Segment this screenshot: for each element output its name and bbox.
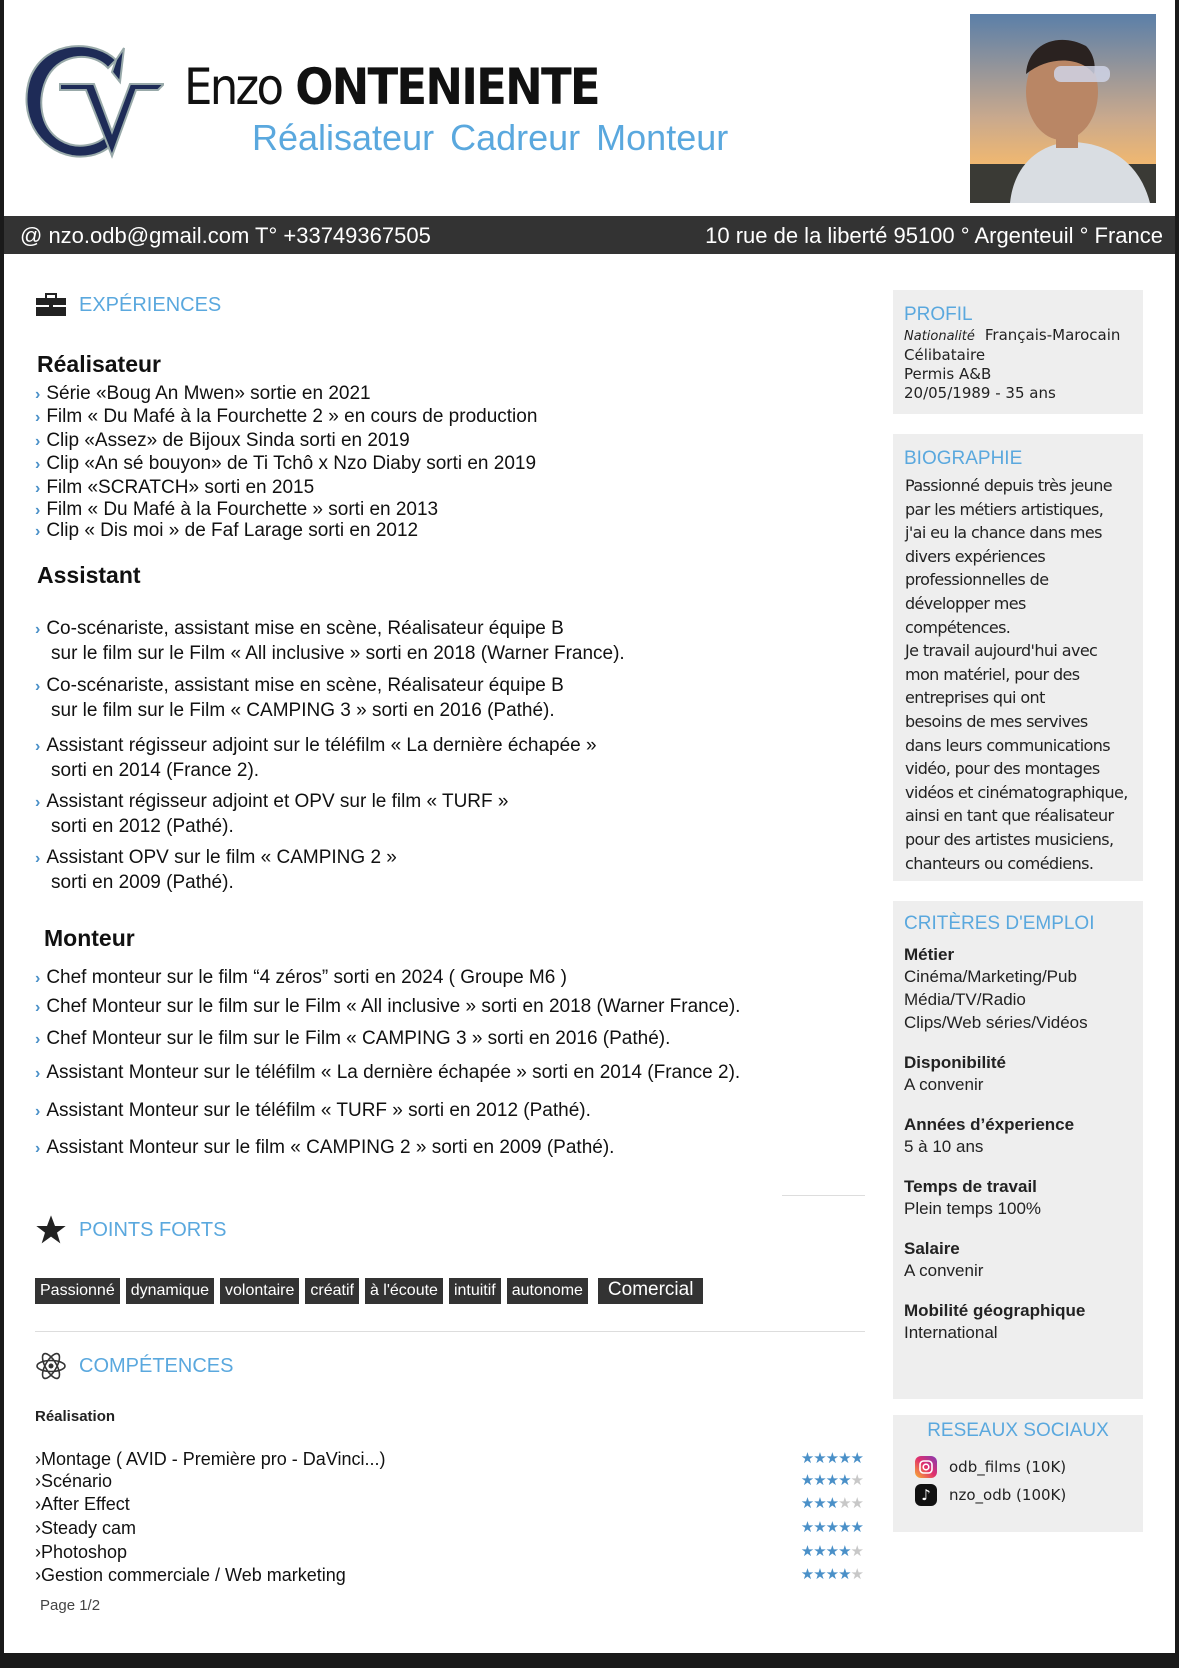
skill-label: Montage ( AVID - Première pro - DaVinci...) — [41, 1449, 386, 1469]
rating-star-icon: ★ — [850, 1543, 863, 1560]
item-text: Assistant Monteur sur le téléfilm « TURF » sorti en 2012 (Pathé). — [46, 1100, 591, 1121]
rating-star-icon: ★ — [838, 1472, 851, 1489]
first-name: Enzo — [184, 58, 282, 116]
bio-line: Passionné depuis très jeune — [905, 476, 1112, 495]
skill-row — [35, 1493, 863, 1515]
skill-label: Gestion commerciale / Web marketing — [41, 1565, 346, 1585]
biographie-title: BIOGRAPHIE — [904, 448, 1023, 469]
skill-label: Scénario — [41, 1471, 113, 1491]
star-icon — [35, 1214, 67, 1246]
list-item — [35, 617, 625, 666]
item-text: Clip «Assez» de Bijoux Sinda sorti en 2019 — [46, 430, 410, 451]
item-text: Chef monteur sur le film “4 zéros” sorti en 2024 ( Groupe M6 ) — [46, 967, 567, 988]
skill-rating — [801, 1517, 863, 1539]
bio-line: vidéo, pour des montages — [905, 759, 1100, 779]
nationality-value: Français-Marocain — [984, 326, 1121, 344]
page-number: Page 1/2 — [40, 1597, 101, 1614]
biographie-text — [893, 470, 1143, 875]
last-name: ONTENIENTE — [295, 58, 599, 116]
list-item — [35, 429, 410, 454]
criteria-value: International — [904, 1323, 998, 1342]
criteria-label: Disponibilité — [904, 1053, 1006, 1072]
chevron-right-icon: › — [35, 970, 41, 987]
criteria-value: A convenir — [904, 1075, 984, 1094]
item-line-2: sorti en 2014 (France 2). — [51, 760, 260, 781]
item-text: Clip « Dis moi » de Faf Larage sorti en 2012 — [46, 520, 419, 541]
bio-line: Je travail aujourd'hui avec — [905, 641, 1098, 661]
bio-line: divers expériences — [905, 546, 1046, 566]
rating-star-icon: ★ — [850, 1450, 863, 1467]
item-line-2: sorti en 2012 (Pathé). — [51, 816, 234, 837]
profile-photo — [970, 14, 1156, 203]
bio-line: chanteurs ou comédiens. — [905, 853, 1094, 873]
list-item — [35, 734, 597, 783]
rating-star-icon: ★ — [813, 1495, 826, 1512]
list-item — [35, 1061, 740, 1086]
criteria-block — [893, 1053, 1143, 1096]
address: 10 rue de la liberté 95100 ° Argenteuil ° France — [705, 223, 1163, 248]
item-text: Clip «An sé bouyon» de Ti Tchô x Nzo Diaby sorti en 2019 — [46, 453, 537, 474]
item-line-1: Co-scénariste, assistant mise en scène, Réalisateur équipe B — [46, 618, 564, 639]
experiences-heading — [35, 289, 221, 321]
nationality-label: Nationalité — [904, 329, 975, 344]
rating-star-icon: ★ — [838, 1566, 851, 1583]
list-item — [35, 790, 508, 839]
bio-line: vidéos et cinématographique, — [905, 782, 1128, 802]
rating-star-icon: ★ — [825, 1472, 839, 1489]
bio-line: pour des artistes musiciens, — [905, 829, 1114, 849]
skill-row — [35, 1564, 863, 1586]
chevron-right-icon: › — [35, 1494, 41, 1514]
competences-heading — [35, 1350, 233, 1382]
criteria-block — [893, 1239, 1143, 1282]
competences-title: COMPÉTENCES — [79, 1354, 234, 1377]
strength-tag: dynamique — [126, 1278, 214, 1304]
chevron-right-icon: › — [35, 409, 41, 426]
divider — [35, 1331, 865, 1332]
list-item — [35, 382, 371, 407]
criteria-value: A convenir — [904, 1261, 984, 1280]
rating-star-icon: ★ — [800, 1450, 814, 1467]
rating-star-icon: ★ — [838, 1495, 851, 1512]
rating-star-icon: ★ — [800, 1543, 814, 1560]
chevron-right-icon: › — [35, 433, 41, 450]
rating-star-icon: ★ — [825, 1543, 839, 1560]
strength-tag: intuitif — [449, 1278, 501, 1304]
monteur-title: Monteur — [44, 925, 135, 951]
item-text: Film « Du Mafé à la Fourchette 2 » en cours de production — [46, 406, 538, 427]
criteria-block — [893, 1177, 1143, 1220]
chevron-right-icon: › — [35, 1065, 41, 1082]
strength-tag: à l'écoute — [365, 1278, 443, 1304]
chevron-right-icon: › — [35, 1140, 41, 1157]
rating-star-icon: ★ — [813, 1519, 826, 1536]
rating-star-icon: ★ — [850, 1519, 863, 1536]
chevron-right-icon: › — [35, 738, 41, 755]
criteria-label: Années d’éxperience — [904, 1115, 1075, 1134]
bio-line: par les métiers artistiques, — [905, 499, 1104, 519]
item-text: Film «SCRATCH» sorti en 2015 — [46, 477, 315, 498]
email-phone: @ nzo.odb@gmail.com T° +33749367505 — [20, 223, 431, 248]
chevron-right-icon: › — [35, 1449, 41, 1469]
rating-star-icon: ★ — [825, 1519, 839, 1536]
skill-label: After Effect — [41, 1494, 130, 1514]
biographie-box — [893, 434, 1143, 881]
item-line-1: Co-scénariste, assistant mise en scène, Réalisateur équipe B — [46, 675, 564, 696]
bio-line: professionnelles de — [905, 570, 1049, 590]
strength-tag: volontaire — [220, 1278, 299, 1304]
chevron-right-icon: › — [35, 621, 41, 638]
strength-tag: Comercial — [598, 1278, 704, 1304]
realisateur-title: Réalisateur — [37, 351, 162, 377]
chevron-right-icon: › — [35, 480, 41, 497]
reseaux-title: RESEAUX SOCIAUX — [927, 1420, 1109, 1441]
criteria-label: Mobilité géographique — [904, 1301, 1086, 1320]
marital-status: Célibataire — [904, 346, 986, 364]
criteria-label: Temps de travail — [904, 1177, 1037, 1196]
strength-tags — [35, 1278, 703, 1304]
list-item — [35, 674, 564, 723]
chevron-right-icon: › — [35, 1103, 41, 1120]
chevron-right-icon: › — [35, 502, 41, 519]
list-item — [35, 519, 418, 544]
criteria-value: Clips/Web séries/Vidéos — [904, 1013, 1088, 1032]
instagram-icon — [915, 1456, 937, 1478]
reseaux-box — [893, 1415, 1143, 1532]
strength-tag: créatif — [305, 1278, 359, 1304]
skill-row — [35, 1470, 863, 1492]
strength-tag: autonome — [507, 1278, 588, 1304]
strength-tag: Passionné — [35, 1278, 120, 1304]
criteria-block — [893, 1301, 1143, 1344]
item-text: Série «Boug An Mwen» sortie en 2021 — [46, 383, 371, 404]
chevron-right-icon: › — [35, 386, 41, 403]
list-item — [35, 405, 537, 430]
criteria-value: Cinéma/Marketing/Pub — [904, 967, 1077, 986]
assistant-title: Assistant — [37, 562, 141, 588]
item-line-2: sorti en 2009 (Pathé). — [51, 872, 234, 893]
skill-rating — [801, 1470, 863, 1492]
chevron-right-icon: › — [35, 850, 41, 867]
rating-star-icon: ★ — [813, 1566, 826, 1583]
criteres-title: CRITÈRES D'EMPLOI — [904, 913, 1095, 934]
chevron-right-icon: › — [35, 1565, 41, 1585]
rating-star-icon: ★ — [850, 1566, 863, 1583]
bio-line: mon matériel, pour des — [905, 664, 1080, 684]
tiktok-icon: ♪ — [915, 1484, 937, 1506]
chevron-right-icon: › — [35, 1518, 41, 1538]
rating-star-icon: ★ — [813, 1450, 826, 1467]
list-item — [35, 846, 397, 895]
cv-logo — [16, 38, 164, 178]
instagram-account[interactable] — [893, 1456, 1143, 1478]
skill-row — [35, 1541, 863, 1563]
criteria-value: Média/TV/Radio — [904, 990, 1026, 1009]
bio-line: dans leurs communications — [905, 735, 1111, 755]
rating-star-icon: ★ — [825, 1495, 839, 1512]
skill-category: Réalisation — [35, 1408, 116, 1425]
job-title: Réalisateur Cadreur Monteur — [252, 117, 729, 158]
cv-page — [4, 0, 1175, 1653]
chevron-right-icon: › — [35, 456, 41, 473]
item-text: Assistant Monteur sur le téléfilm « La dernière échapée » sorti en 2014 (France 2). — [46, 1062, 741, 1083]
item-text: Film « Du Mafé à la Fourchette » sorti en 2013 — [46, 499, 439, 520]
skill-label: Photoshop — [41, 1542, 128, 1562]
item-text: Chef Monteur sur le film sur le Film « CAMPING 3 » sorti en 2016 (Pathé). — [46, 1028, 671, 1049]
profil-title: PROFIL — [904, 304, 973, 325]
item-line-1: Assistant régisseur adjoint sur le téléfilm « La dernière échapée » — [46, 735, 597, 756]
bio-line: besoins de mes servives — [905, 711, 1088, 731]
criteres-box — [893, 901, 1143, 1399]
driving-licence: Permis A&B — [904, 365, 992, 383]
criteria-block — [893, 945, 1143, 1034]
skill-row — [35, 1448, 863, 1470]
chevron-right-icon: › — [35, 1471, 41, 1491]
skill-rating — [801, 1541, 863, 1563]
rating-star-icon: ★ — [825, 1450, 839, 1467]
rating-star-icon: ★ — [850, 1472, 863, 1489]
criteres-list — [893, 945, 1143, 1344]
rating-star-icon: ★ — [813, 1472, 826, 1489]
criteria-value: 5 à 10 ans — [904, 1137, 984, 1156]
instagram-handle: odb_films (10K) — [949, 1458, 1067, 1476]
bio-line: ainsi en tant que réalisateur — [905, 806, 1114, 826]
list-item — [35, 995, 740, 1020]
item-line-2: sur le film sur le Film « CAMPING 3 » sorti en 2016 (Pathé). — [51, 700, 555, 721]
list-item — [35, 452, 536, 477]
rating-star-icon: ★ — [838, 1450, 851, 1467]
chevron-right-icon: › — [35, 1542, 41, 1562]
rating-star-icon: ★ — [813, 1543, 826, 1560]
rating-star-icon: ★ — [800, 1495, 814, 1512]
list-item — [35, 1027, 670, 1052]
skill-row — [35, 1517, 863, 1539]
tiktok-handle: nzo_odb (100K) — [949, 1486, 1067, 1504]
item-line-1: Assistant OPV sur le film « CAMPING 2 » — [46, 847, 397, 868]
rating-star-icon: ★ — [850, 1495, 863, 1512]
criteria-label: Métier — [904, 945, 955, 964]
list-item — [35, 1099, 591, 1124]
tiktok-account[interactable] — [893, 1484, 1143, 1506]
bio-line: j'ai eu la chance dans mes — [905, 523, 1102, 543]
atom-icon — [35, 1350, 67, 1382]
bio-line: développer mes compétences. — [905, 593, 1026, 637]
briefcase-icon — [35, 289, 67, 321]
chevron-right-icon: › — [35, 523, 41, 540]
divider — [782, 1195, 865, 1196]
rating-star-icon: ★ — [825, 1566, 839, 1583]
rating-star-icon: ★ — [800, 1519, 814, 1536]
contact-bar — [4, 216, 1175, 254]
chevron-right-icon: › — [35, 794, 41, 811]
item-text: Chef Monteur sur le film sur le Film « All inclusive » sorti en 2018 (Warner France). — [46, 996, 741, 1017]
item-text: Assistant Monteur sur le film « CAMPING 2 » sorti en 2009 (Pathé). — [46, 1137, 615, 1158]
criteria-value: Plein temps 100% — [904, 1199, 1042, 1218]
rating-star-icon: ★ — [800, 1472, 814, 1489]
list-item — [35, 966, 567, 991]
experiences-title: EXPÉRIENCES — [79, 293, 222, 316]
points-forts-title: POINTS FORTS — [79, 1218, 227, 1241]
skill-rating — [801, 1448, 863, 1470]
rating-star-icon: ★ — [838, 1519, 851, 1536]
criteria-block — [893, 1115, 1143, 1158]
nationality — [904, 326, 1132, 346]
chevron-right-icon: › — [35, 678, 41, 695]
item-line-2: sur le film sur le Film « All inclusive » sorti en 2018 (Warner France). — [51, 643, 625, 664]
rating-star-icon: ★ — [800, 1566, 814, 1583]
list-item — [35, 1136, 614, 1161]
bio-line: entreprises qui ont — [905, 688, 1045, 708]
rating-star-icon: ★ — [838, 1543, 851, 1560]
profil-box — [893, 290, 1143, 414]
skill-rating — [801, 1493, 863, 1515]
criteria-label: Salaire — [904, 1239, 960, 1258]
chevron-right-icon: › — [35, 999, 41, 1016]
skill-label: Steady cam — [41, 1518, 137, 1538]
candidate-name — [184, 58, 599, 116]
chevron-right-icon: › — [35, 1031, 41, 1048]
item-line-1: Assistant régisseur adjoint et OPV sur le film « TURF » — [46, 791, 509, 812]
skill-rating — [801, 1564, 863, 1586]
birth-date: 20/05/1989 - 35 ans — [904, 384, 1056, 402]
points-forts-heading — [35, 1214, 226, 1246]
